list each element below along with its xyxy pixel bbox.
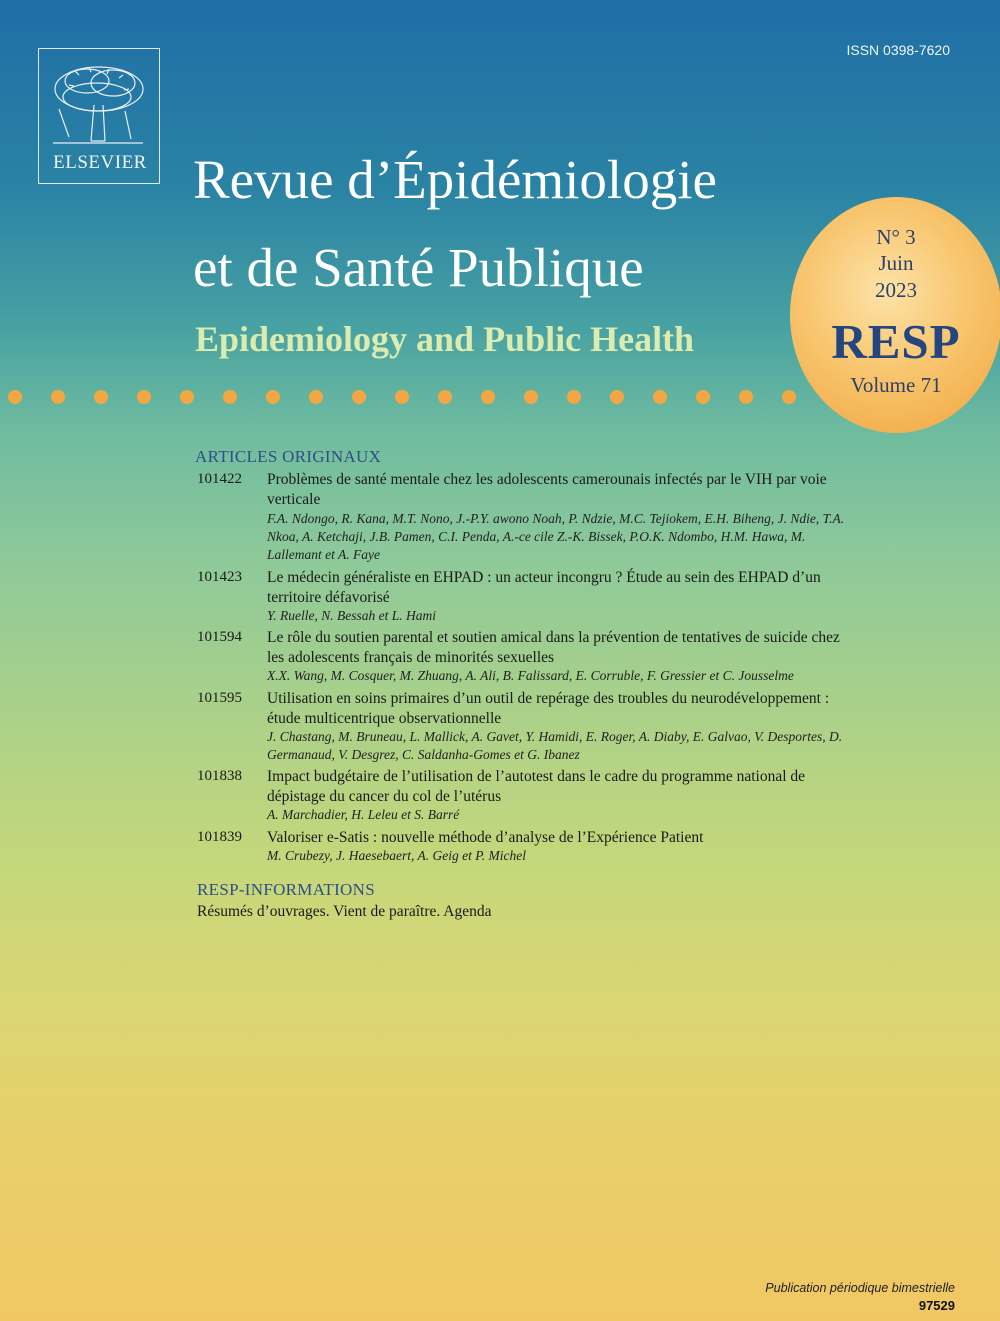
decorative-dot <box>8 390 22 404</box>
article-code: 101595 <box>197 690 242 706</box>
article-authors: J. Chastang, M. Bruneau, L. Mallick, A. Gavet, Y. Hamidi, E. Roger, A. Diaby, E. Galvao, V. Desportes, D. Germanaud, V. Desgrez, C. Saldanha-Gomes et G. Ibanez <box>267 729 843 762</box>
volume-number: Volume 71 <box>850 373 942 397</box>
decorative-dot <box>51 390 65 404</box>
article-code: 101422 <box>197 471 242 487</box>
article-title: Le médecin généraliste en EHPAD : un acteur incongru ? Étude au sein des EHPAD d’un territoire défavorisé <box>267 569 821 606</box>
informations-text: Résumés d’ouvrages. Vient de paraître. Agenda <box>197 903 492 920</box>
decorative-dot <box>739 390 753 404</box>
publication-note: Publication périodique bimestrielle <box>765 1281 955 1295</box>
article-authors: A. Marchadier, H. Leleu et S. Barré <box>267 807 460 822</box>
decorative-dot <box>567 390 581 404</box>
journal-acronym: RESP <box>831 314 961 369</box>
decorative-dot <box>696 390 710 404</box>
decorative-dot <box>137 390 151 404</box>
section-heading-informations: RESP-INFORMATIONS <box>197 880 375 899</box>
article-code: 101594 <box>197 629 242 645</box>
article-title: Le rôle du soutien parental et soutien amical dans la prévention de tentatives de suicide chez les adolescents français de minorités sexuelles <box>267 629 840 666</box>
issn: ISSN 0398-7620 <box>846 42 950 58</box>
decorative-dot <box>395 390 409 404</box>
decorative-dot <box>180 390 194 404</box>
decorative-dot <box>223 390 237 404</box>
decorative-dot <box>438 390 452 404</box>
article-authors: X.X. Wang, M. Cosquer, M. Zhuang, A. Ali, B. Falissard, E. Corruble, F. Gressier et C. Jousselme <box>267 668 794 683</box>
article-authors: F.A. Ndongo, R. Kana, M.T. Nono, J.-P.Y. awono Noah, P. Ndzie, M.C. Tejiokem, E.H. Biheng, J. Ndie, T.A. Nkoa, A. Ketchaji, J.B. Pamen, C.I. Penda, A.-ce cile Z.-K. Bissek, P.O.K. Ndombo, H.M. Hawa, M. Lallemant et A. Faye <box>267 511 845 562</box>
decorative-dot <box>524 390 538 404</box>
issue-year: 2023 <box>875 278 917 302</box>
article-code: 101838 <box>197 768 242 784</box>
journal-title-line-2: et de Santé Publique <box>193 237 644 298</box>
decorative-dot <box>94 390 108 404</box>
article-title: Problèmes de santé mentale chez les adolescents camerounais infectés par le VIH par voie verticale <box>267 471 827 508</box>
article-title: Utilisation en soins primaires d’un outil de repérage des troubles du neurodéveloppement : étude multicentrique observationnelle <box>267 690 830 727</box>
decorative-dot <box>610 390 624 404</box>
journal-title-line-1: Revue d’Épidémiologie <box>193 149 717 210</box>
tree-icon <box>39 49 158 154</box>
decorative-dot <box>309 390 323 404</box>
article-authors: Y. Ruelle, N. Bessah et L. Hami <box>267 608 437 623</box>
publisher-name: ELSEVIER <box>53 152 147 173</box>
article-code: 101839 <box>197 829 242 845</box>
article-title: Valoriser e-Satis : nouvelle méthode d’analyse de l’Expérience Patient <box>267 829 704 846</box>
section-heading-articles: ARTICLES ORIGINAUX <box>195 447 382 466</box>
issue-month: Juin <box>878 251 914 275</box>
article-authors: M. Crubezy, J. Haesebaert, A. Geig et P. Michel <box>267 848 526 863</box>
issue-number: N° 3 <box>876 225 916 249</box>
decorative-dot <box>352 390 366 404</box>
article-title: Impact budgétaire de l’utilisation de l’autotest dans le cadre du programme national de dépistage du cancer du col de l’utérus <box>267 768 806 805</box>
publication-number: 97529 <box>918 1298 955 1313</box>
decorative-dot <box>266 390 280 404</box>
journal-subtitle: Epidemiology and Public Health <box>195 319 695 359</box>
decorative-dot <box>481 390 495 404</box>
article-code: 101423 <box>197 569 242 585</box>
decorative-dot <box>653 390 667 404</box>
decorative-dot <box>782 390 796 404</box>
